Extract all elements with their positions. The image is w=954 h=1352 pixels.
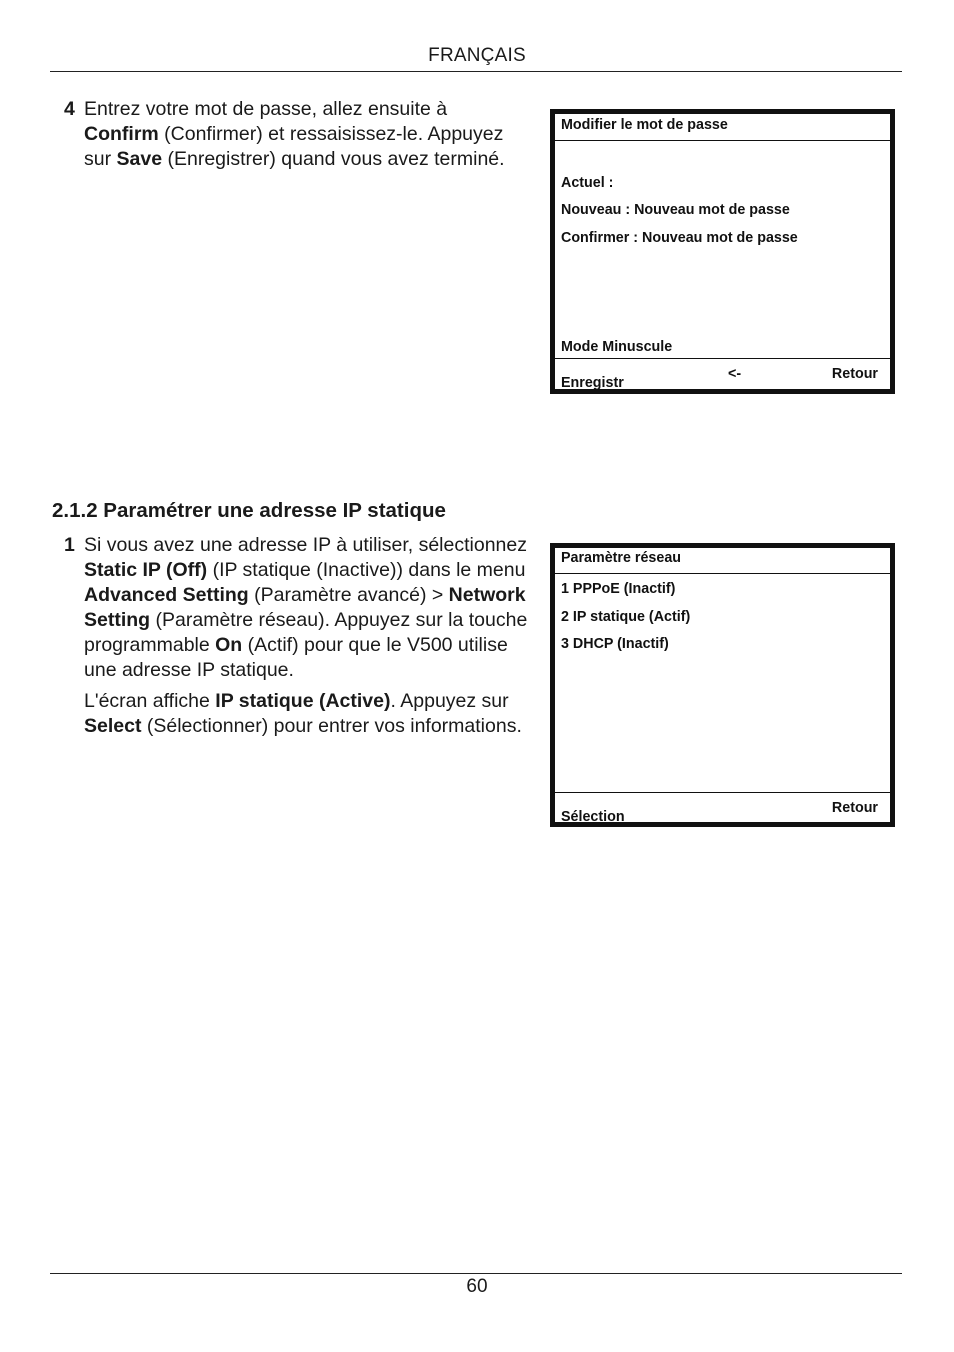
- page-number: 60: [466, 1276, 488, 1297]
- step-number: 4: [64, 98, 75, 120]
- text-run: Si vous avez une adresse IP à utiliser, sélectionnez: [84, 534, 527, 556]
- text-run: Entrez votre mot de passe, allez ensuite à: [84, 98, 448, 120]
- confirm-term: Confirm: [84, 123, 159, 145]
- step-1-text: [84, 533, 534, 739]
- step-number: 1: [64, 534, 75, 556]
- password-screen: [550, 109, 895, 394]
- new-password-line: Nouveau : Nouveau mot de passe: [561, 202, 790, 218]
- back-softkey[interactable]: Retour: [831, 800, 878, 816]
- text-run: (Actif) pour que le V500 utilise une adresse IP statique.: [84, 634, 508, 681]
- text-run: (Paramètre réseau). Appuyez sur la touche programmable: [84, 609, 528, 656]
- save-softkey[interactable]: Enregistr: [561, 375, 624, 391]
- input-mode-line: Mode Minuscule: [561, 339, 673, 355]
- screen-title: Paramètre réseau: [555, 548, 890, 574]
- select-softkey[interactable]: Sélection: [561, 809, 625, 825]
- text-run: (IP statique (Inactive)) dans le menu: [207, 559, 526, 581]
- step-1-paragraph: [84, 533, 534, 683]
- backspace-softkey[interactable]: <-: [728, 366, 742, 382]
- header-rule: [50, 71, 902, 72]
- network-setting-term: Network Setting: [84, 584, 526, 631]
- text-run: L'écran affiche: [84, 690, 216, 712]
- text-run: (Paramètre avancé) >: [248, 584, 449, 606]
- section-heading: 2.1.2 Paramétrer une adresse IP statique: [52, 499, 446, 522]
- softkey-bar: [555, 358, 890, 359]
- footer-rule: [50, 1273, 902, 1274]
- save-term: Save: [116, 148, 163, 170]
- back-softkey[interactable]: Retour: [831, 366, 878, 382]
- step-4-text: [84, 97, 524, 172]
- menu-item-dhcp[interactable]: 3 DHCP (Inactif): [561, 636, 669, 652]
- advanced-setting-term: Advanced Setting: [84, 584, 249, 606]
- step-4-paragraph: [84, 97, 524, 172]
- select-term: Select: [84, 715, 142, 737]
- text-run: (Enregistrer) quand vous avez terminé.: [162, 148, 505, 170]
- menu-item-pppoe[interactable]: 1 PPPoE (Inactif): [561, 581, 676, 597]
- current-password-line: Actuel :: [561, 175, 614, 191]
- text-run: . Appuyez sur: [390, 690, 509, 712]
- header-language: FRANÇAIS: [428, 45, 526, 66]
- screen-title: Modifier le mot de passe: [555, 114, 890, 141]
- network-screen: [550, 543, 895, 827]
- on-term: On: [215, 634, 243, 656]
- menu-item-static-ip[interactable]: 2 IP statique (Actif): [561, 609, 691, 625]
- text-run: (Confirmer) et ressaisissez-le. Appuyez sur: [84, 123, 504, 170]
- ip-active-term: IP statique (Active): [215, 690, 391, 712]
- text-run: (Sélectionner) pour entrer vos informations.: [141, 715, 522, 737]
- softkey-bar: [555, 792, 890, 793]
- confirm-password-line: Confirmer : Nouveau mot de passe: [561, 230, 798, 246]
- step-1-paragraph-2: [84, 689, 534, 739]
- static-ip-off-term: Static IP (Off): [84, 559, 208, 581]
